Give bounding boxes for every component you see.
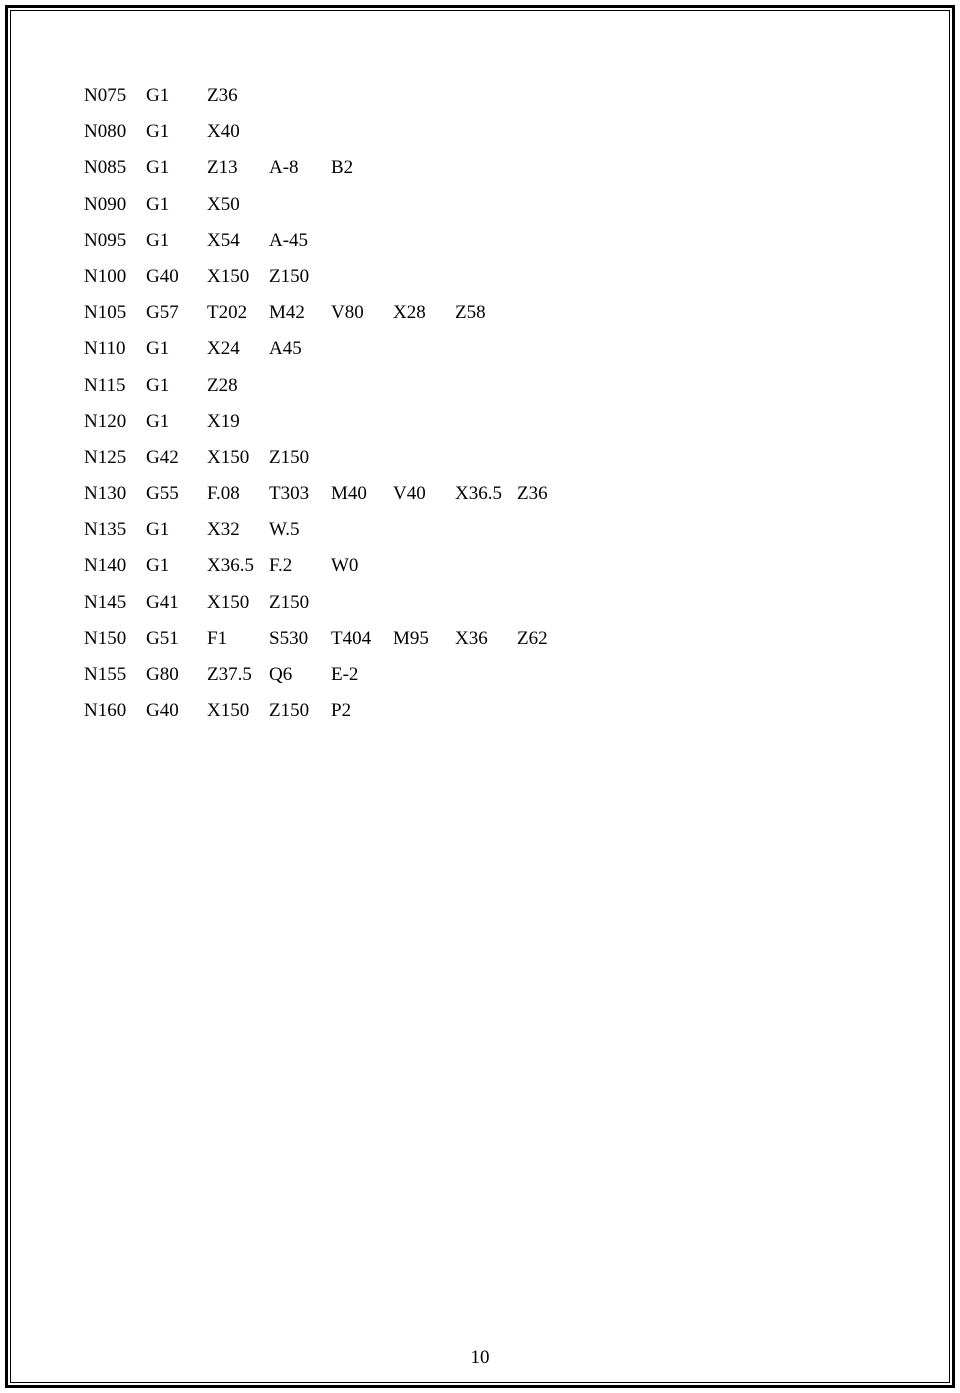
word-3: X50	[207, 193, 240, 215]
cnc-program-listing	[84, 84, 684, 735]
word-6: M95	[393, 627, 429, 649]
block-number: N105	[84, 302, 127, 324]
program-line	[84, 301, 684, 337]
program-line	[84, 591, 684, 627]
g-code: G40	[146, 265, 179, 287]
word-4: F.2	[269, 555, 293, 577]
word-4: A-45	[269, 229, 309, 251]
program-line	[84, 627, 684, 663]
word-3: X40	[207, 121, 240, 143]
program-line	[84, 84, 684, 120]
block-number: N080	[84, 121, 127, 143]
word-3: Z37.5	[207, 664, 252, 685]
word-3: X150	[207, 265, 250, 287]
g-code: G1	[146, 157, 170, 179]
word-4: Z150	[269, 591, 310, 613]
g-code: G1	[146, 85, 170, 106]
block-number: N135	[84, 519, 127, 541]
g-code: G40	[146, 700, 179, 722]
word-3: T202	[207, 302, 248, 324]
g-code: G1	[146, 555, 170, 577]
block-number: N120	[84, 410, 127, 432]
word-5: B2	[331, 157, 354, 179]
program-line	[84, 446, 684, 482]
program-line	[84, 410, 684, 446]
word-3: X36.5	[207, 555, 254, 577]
word-4: A-8	[269, 157, 299, 179]
block-number: N100	[84, 265, 127, 287]
word-3: Z36	[207, 85, 238, 106]
word-4: M42	[269, 302, 305, 324]
program-line	[84, 518, 684, 554]
program-line	[84, 482, 684, 518]
word-5: W0	[331, 555, 359, 577]
word-5: M40	[331, 483, 367, 505]
block-number: N140	[84, 555, 127, 577]
word-5: E-2	[331, 664, 359, 685]
word-5: T404	[331, 627, 372, 649]
block-number: N155	[84, 664, 127, 685]
g-code: G42	[146, 446, 179, 468]
word-7: Z58	[455, 302, 486, 324]
program-line	[84, 663, 684, 699]
word-4: W.5	[269, 519, 300, 541]
word-3: X150	[207, 446, 250, 468]
g-code: G41	[146, 591, 179, 613]
word-6: V40	[393, 483, 426, 505]
program-line	[84, 265, 684, 301]
word-6: X28	[393, 302, 426, 324]
word-3: X150	[207, 700, 250, 722]
word-7: X36.5	[455, 483, 502, 505]
program-line	[84, 337, 684, 373]
word-3: X19	[207, 410, 240, 432]
word-3: F.08	[207, 483, 240, 505]
word-3: Z13	[207, 157, 238, 179]
word-3: X150	[207, 591, 250, 613]
g-code: G1	[146, 519, 170, 541]
block-number: N115	[84, 374, 126, 396]
block-number: N125	[84, 446, 127, 468]
g-code: G51	[146, 627, 179, 649]
g-code: G1	[146, 338, 170, 360]
program-line	[84, 554, 684, 590]
program-line	[84, 193, 684, 229]
word-4: Q6	[269, 664, 293, 685]
block-number: N085	[84, 157, 127, 179]
word-3: Z28	[207, 374, 238, 396]
program-line	[84, 156, 684, 192]
word-4: Z150	[269, 265, 310, 287]
program-line	[84, 229, 684, 265]
block-number: N145	[84, 591, 127, 613]
g-code: G1	[146, 374, 170, 396]
word-4: Z150	[269, 700, 310, 722]
word-8: Z36	[517, 483, 548, 505]
word-4: T303	[269, 483, 310, 505]
g-code: G57	[146, 302, 179, 324]
g-code: G1	[146, 229, 170, 251]
word-5: V80	[331, 302, 364, 324]
word-3: X24	[207, 338, 240, 360]
word-8: Z62	[517, 627, 548, 649]
block-number: N130	[84, 483, 127, 505]
word-3: F1	[207, 627, 228, 649]
program-line	[84, 120, 684, 156]
block-number: N160	[84, 700, 127, 722]
word-4: S530	[269, 627, 309, 649]
program-line	[84, 699, 684, 735]
g-code: G1	[146, 410, 170, 432]
word-3: X32	[207, 519, 240, 541]
program-line	[84, 374, 684, 410]
g-code: G55	[146, 483, 179, 505]
word-4: Z150	[269, 446, 310, 468]
block-number: N110	[84, 338, 126, 360]
word-5: P2	[331, 700, 352, 722]
g-code: G1	[146, 121, 170, 143]
block-number: N075	[84, 85, 127, 106]
page-number: 10	[470, 1347, 490, 1368]
word-7: X36	[455, 627, 488, 649]
block-number: N090	[84, 193, 127, 215]
word-4: A45	[269, 338, 302, 360]
g-code: G80	[146, 664, 179, 685]
g-code: G1	[146, 193, 170, 215]
block-number: N095	[84, 229, 127, 251]
word-3: X54	[207, 229, 240, 251]
block-number: N150	[84, 627, 127, 649]
